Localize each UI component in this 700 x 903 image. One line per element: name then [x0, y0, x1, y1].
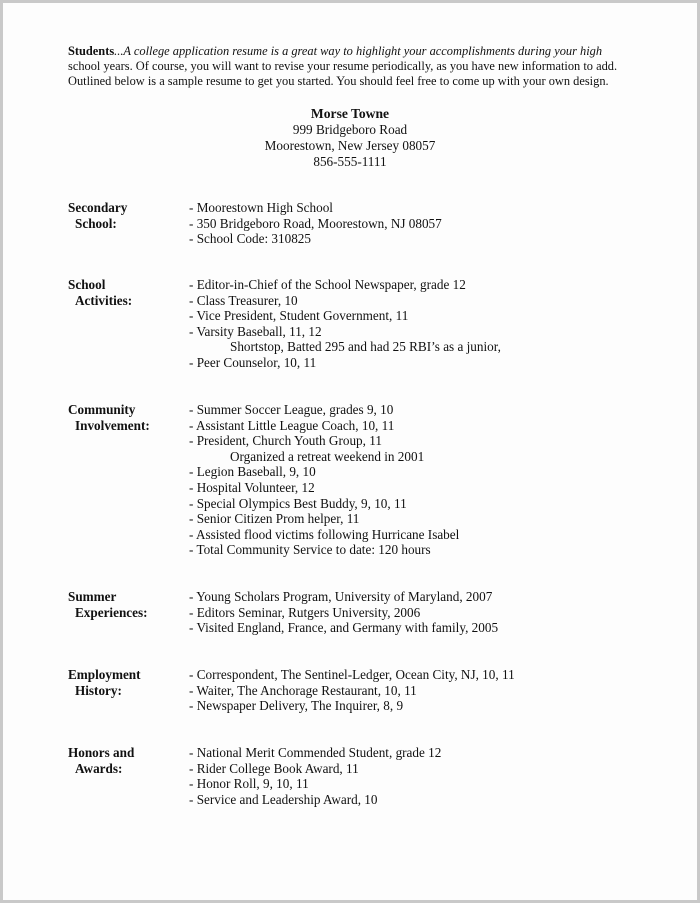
- list-item: - Varsity Baseball, 11, 12: [189, 323, 322, 339]
- list-item: - School Code: 310825: [189, 231, 311, 247]
- list-item: - Moorestown High School: [189, 200, 333, 215]
- list-item: - Total Community Service to date: 120 hours: [189, 542, 431, 558]
- list-item: - Assisted flood victims following Hurricane Isabel: [189, 526, 460, 542]
- list-item: - Legion Baseball, 9, 10: [189, 464, 316, 480]
- list-item: - Visited England, France, and Germany with family, 2005: [189, 620, 499, 636]
- list-item: - Waiter, The Anchorage Restaurant, 10, 11: [189, 682, 417, 698]
- intro-line-3: Outlined below is a sample resume to get you started. You should feel free to come up with your own design.: [68, 74, 609, 88]
- street-address: 999 Bridgeboro Road: [292, 122, 408, 137]
- section-label-line-1: Secondary: [68, 200, 128, 215]
- intro-italic-text: ...A college application resume is a great way to highlight your accomplishments during your high: [114, 44, 603, 58]
- list-item: - Assistant Little League Coach, 10, 11: [189, 417, 395, 433]
- intro-line-2: school years. Of course, you will want to revise your resume periodically, as you have new information to add.: [68, 59, 618, 73]
- section-label-line-2: Activities:: [75, 293, 133, 308]
- list-item: - Special Olympics Best Buddy, 9, 10, 11: [189, 495, 407, 511]
- list-item: - Editor-in-Chief of the School Newspaper, grade 12: [189, 277, 466, 292]
- section-label: [68, 200, 127, 232]
- section-label-line-2: Awards:: [75, 761, 123, 776]
- list-item-detail: Shortstop, Batted 295 and had 25 RBI’s as a junior,: [230, 339, 501, 355]
- section-label: [68, 745, 134, 777]
- intro-line-1: [68, 44, 628, 59]
- list-item: - Class Treasurer, 10: [189, 292, 298, 308]
- list-item: - Editors Seminar, Rutgers University, 2006: [189, 604, 421, 620]
- section-label-line-2: School:: [75, 216, 117, 231]
- section-items: [189, 667, 515, 714]
- city-address: Moorestown, New Jersey 08057: [264, 138, 436, 153]
- section-items: [189, 589, 498, 636]
- list-item-detail: Organized a retreat weekend in 2001: [230, 448, 425, 464]
- section-label-line-1: Community: [68, 402, 136, 417]
- list-item: - Honor Roll, 9, 10, 11: [189, 776, 309, 792]
- phone-number: 856-555-1111: [313, 154, 387, 169]
- list-item: - Peer Counselor, 10, 11: [189, 354, 317, 370]
- section-label-line-1: Honors and: [68, 745, 135, 760]
- list-item: - Correspondent, The Sentinel-Ledger, Ocean City, NJ, 10, 11: [189, 667, 515, 682]
- section-label-line-1: Employment: [68, 667, 141, 682]
- list-item: - Hospital Volunteer, 12: [189, 479, 315, 495]
- section-items: [189, 745, 441, 807]
- list-item: - National Merit Commended Student, grade 12: [189, 745, 442, 760]
- applicant-name: Morse Towne: [310, 106, 390, 121]
- section-label-line-2: Experiences:: [75, 605, 148, 620]
- list-item: - Rider College Book Award, 11: [189, 760, 359, 776]
- list-item: - Service and Leadership Award, 10: [189, 791, 378, 807]
- section-label-line-1: School: [68, 277, 106, 292]
- section-items: [189, 277, 501, 371]
- section-label-line-1: Summer: [68, 589, 117, 604]
- intro-lead: Students: [68, 44, 115, 58]
- section-items: [189, 200, 442, 247]
- list-item: - 350 Bridgeboro Road, Moorestown, NJ 08057: [189, 215, 442, 231]
- section-label: [68, 667, 141, 699]
- list-item: - President, Church Youth Group, 11: [189, 433, 382, 449]
- section-label: [68, 402, 150, 434]
- section-items: [189, 402, 459, 558]
- list-item: - Senior Citizen Prom helper, 11: [189, 511, 360, 527]
- list-item: - Young Scholars Program, University of Maryland, 2007: [189, 589, 493, 604]
- intro-paragraph: [68, 44, 628, 89]
- list-item: - Newspaper Delivery, The Inquirer, 8, 9: [189, 698, 404, 714]
- section-label-line-2: History:: [75, 683, 122, 698]
- section-label-line-2: Involvement:: [75, 418, 150, 433]
- contact-header: [0, 106, 700, 170]
- section-label: [68, 589, 148, 621]
- list-item: - Summer Soccer League, grades 9, 10: [189, 402, 394, 417]
- section-label: [68, 277, 132, 309]
- list-item: - Vice President, Student Government, 11: [189, 308, 409, 324]
